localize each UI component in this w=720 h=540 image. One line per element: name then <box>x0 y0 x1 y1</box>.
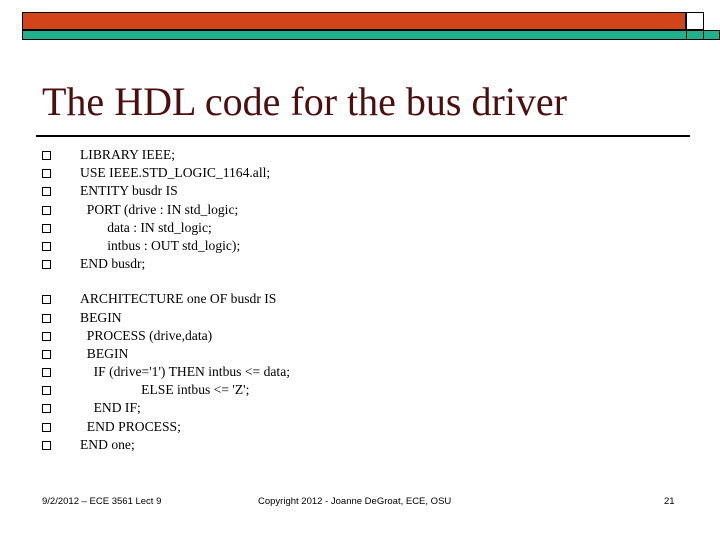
slide-title: The HDL code for the bus driver <box>42 79 567 124</box>
code-line-text: END IF; <box>80 400 141 416</box>
code-line <box>42 345 682 363</box>
square-bullet-icon <box>42 314 51 323</box>
code-line-text: IF (drive='1') THEN intbus <= data; <box>80 364 290 380</box>
square-bullet-icon <box>42 368 51 377</box>
code-line <box>42 219 682 237</box>
code-line <box>42 146 682 164</box>
square-bullet-icon <box>42 350 51 359</box>
footer-page-number: 21 <box>664 496 675 507</box>
square-bullet-icon <box>42 295 51 304</box>
square-bullet-icon <box>42 423 51 432</box>
square-bullet-icon <box>42 169 51 178</box>
code-line-text: ENTITY busdr IS <box>80 183 178 199</box>
header-corner-square-lower <box>686 30 704 40</box>
code-block-architecture <box>42 290 682 454</box>
code-line-text: BEGIN <box>80 345 129 361</box>
code-block-entity <box>42 146 682 273</box>
code-line-text: data : IN std_logic; <box>80 219 212 235</box>
code-line-text: END PROCESS; <box>80 418 181 434</box>
code-line <box>42 201 682 219</box>
block-spacer <box>42 273 682 290</box>
code-line <box>42 381 682 399</box>
code-line <box>42 255 682 273</box>
square-bullet-icon <box>42 242 51 251</box>
square-bullet-icon <box>42 441 51 450</box>
code-line-text: USE IEEE.STD_LOGIC_1164.all; <box>80 165 271 181</box>
square-bullet-icon <box>42 224 51 233</box>
footer-date-course: 9/2/2012 – ECE 3561 Lect 9 <box>42 496 162 507</box>
code-line-text: BEGIN <box>80 309 122 325</box>
header-accent-bar-red <box>22 12 686 30</box>
code-line-text: PORT (drive : IN std_logic; <box>80 201 239 217</box>
title-divider <box>36 135 690 137</box>
code-listing <box>42 146 682 454</box>
code-line <box>42 436 682 454</box>
code-line-text: END one; <box>80 436 135 452</box>
square-bullet-icon <box>42 187 51 196</box>
header-accent-bar-teal <box>22 30 720 40</box>
code-line <box>42 164 682 182</box>
header-corner-square <box>686 12 704 30</box>
square-bullet-icon <box>42 260 51 269</box>
code-line-text: END busdr; <box>80 256 146 272</box>
code-line <box>42 309 682 327</box>
square-bullet-icon <box>42 151 51 160</box>
code-line-text: ELSE intbus <= 'Z'; <box>80 382 250 398</box>
square-bullet-icon <box>42 404 51 413</box>
code-line-text: LIBRARY IEEE; <box>80 147 176 162</box>
code-line <box>42 237 682 255</box>
footer-copyright: Copyright 2012 - Joanne DeGroat, ECE, OSU <box>258 496 452 507</box>
code-line <box>42 327 682 345</box>
code-line <box>42 363 682 381</box>
square-bullet-icon <box>42 332 51 341</box>
code-line <box>42 182 682 200</box>
code-line <box>42 399 682 417</box>
square-bullet-icon <box>42 206 51 215</box>
code-line <box>42 290 682 308</box>
code-line-text: ARCHITECTURE one OF busdr IS <box>80 291 277 307</box>
code-line-text: PROCESS (drive,data) <box>80 327 213 343</box>
square-bullet-icon <box>42 386 51 395</box>
code-line <box>42 418 682 436</box>
code-line-text: intbus : OUT std_logic); <box>80 237 241 253</box>
